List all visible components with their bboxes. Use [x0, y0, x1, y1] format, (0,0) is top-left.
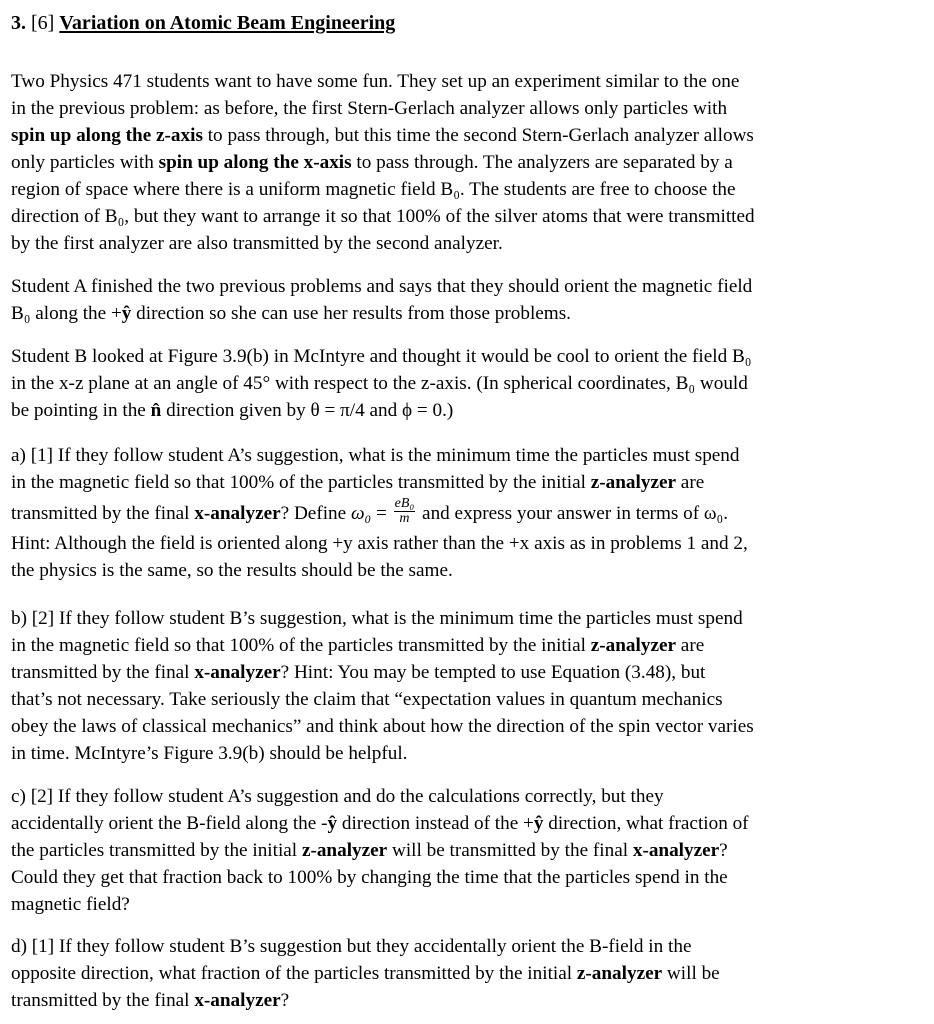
text-line: magnetic field?	[11, 894, 130, 915]
y-hat-symbol: ŷ	[121, 303, 132, 324]
problem-title: Variation on Atomic Beam Engineering	[59, 12, 396, 34]
text-run: accidentally orient the B-field along the -	[11, 813, 328, 834]
bold-text: x-analyzer	[632, 840, 720, 861]
text-run: are	[676, 472, 705, 493]
text-line: by the first analyzer are also transmitted by the second analyzer.	[11, 233, 503, 254]
text-run: direction so she can use her results from those problems.	[131, 303, 571, 324]
problem-heading	[11, 9, 395, 37]
text-line	[11, 470, 926, 497]
text-line: direction of B₀, but they want to arrange it so that 100% of the silver atoms that were transmitted	[11, 206, 755, 227]
text-line	[11, 633, 926, 660]
bold-text: x-analyzer	[194, 662, 281, 683]
text-run: direction instead of the +	[337, 813, 534, 834]
text-run: be pointing in the	[11, 400, 151, 421]
text-run: direction, what fraction of	[543, 813, 749, 834]
text-run: transmitted by the final	[11, 662, 195, 683]
part-c-question	[11, 784, 926, 919]
text-line	[11, 961, 926, 988]
text-run: and express your answer in terms of ω₀.	[417, 503, 729, 524]
text-run: ? Hint: You may be tempted to use Equation (3.48), but	[280, 662, 706, 683]
text-line: a) [1] If they follow student A’s suggestion, what is the minimum time the particles must spend	[11, 445, 740, 466]
text-line: obey the laws of classical mechanics” and think about how the direction of the spin vector varies	[11, 716, 754, 737]
text-run: only particles with	[11, 152, 159, 173]
text-run: in the magnetic field so that 100% of the particles transmitted by the initial	[11, 635, 591, 656]
bold-text: spin up along the z-axis	[11, 125, 203, 146]
text-run: to pass through. The analyzers are separated by a	[351, 152, 733, 173]
text-line: the physics is the same, so the results should be the same.	[11, 560, 453, 581]
text-run: are	[676, 635, 705, 656]
text-run: in the magnetic field so that 100% of the particles transmitted by the initial	[11, 472, 591, 493]
fraction-eB0-over-m	[394, 497, 416, 526]
problem-points: [6]	[31, 12, 55, 34]
text-line	[11, 150, 926, 177]
text-run: opposite direction, what fraction of the particles transmitted by the initial	[11, 963, 577, 984]
text-line: in the x-z plane at an angle of 45° with respect to the z-axis. (In spherical coordinates, B₀ would	[11, 373, 748, 394]
text-run: transmitted by the final	[11, 503, 195, 524]
text-line: in the previous problem: as before, the first Stern-Gerlach analyzer allows only particles with	[11, 98, 728, 119]
part-d-question	[11, 934, 926, 1015]
bold-text: spin up along the x-axis	[158, 152, 352, 173]
text-line: in time. McIntyre’s Figure 3.9(b) should be helpful.	[11, 743, 408, 764]
text-line: Hint: Although the field is oriented along +y axis rather than the +x axis as in problems 1 and 2,	[11, 533, 748, 554]
text-run: the particles transmitted by the initial	[11, 840, 302, 861]
text-line	[11, 811, 926, 838]
text-run: ?	[719, 840, 728, 861]
text-run: B₀ along the +	[11, 303, 122, 324]
y-hat-symbol: ŷ	[327, 813, 338, 834]
text-line	[11, 660, 926, 687]
text-run: ?	[280, 990, 290, 1011]
bold-text: z-analyzer	[590, 635, 676, 656]
text-line	[11, 838, 926, 865]
student-b-paragraph	[11, 344, 926, 425]
text-run: will be transmitted by the final	[387, 840, 633, 861]
text-run: ? Define	[280, 503, 351, 524]
omega-symbol: ω₀	[350, 503, 372, 524]
text-line: region of space where there is a uniform magnetic field B₀. The students are free to choose the	[11, 179, 736, 200]
text-run: transmitted by the final	[11, 990, 195, 1011]
text-line	[11, 497, 926, 531]
text-line	[11, 123, 926, 150]
text-line: Could they get that fraction back to 100% by changing the time that the particles spend in the	[11, 867, 728, 888]
problem-number: 3.	[11, 12, 26, 34]
text-line: Student A finished the two previous problems and says that they should orient the magnetic field	[11, 276, 753, 297]
student-a-paragraph	[11, 274, 926, 328]
bold-text: z-analyzer	[590, 472, 676, 493]
text-line: b) [2] If they follow student B’s suggestion, what is the minimum time the particles must spend	[11, 608, 743, 629]
bold-text: x-analyzer	[194, 503, 281, 524]
text-line	[11, 988, 926, 1015]
text-line: Two Physics 471 students want to have some fun. They set up an experiment similar to the one	[11, 71, 740, 92]
text-line: that’s not necessary. Take seriously the claim that “expectation values in quantum mechanics	[11, 689, 723, 710]
text-line: d) [1] If they follow student B’s suggestion but they accidentally orient the B-field in the	[11, 936, 692, 957]
part-a-question	[11, 443, 926, 585]
part-b-question	[11, 606, 926, 768]
bold-text: x-analyzer	[194, 990, 281, 1011]
text-run: will be	[662, 963, 720, 984]
text-line: c) [2] If they follow student A’s suggestion and do the calculations correctly, but they	[11, 786, 664, 807]
intro-paragraph	[11, 69, 926, 258]
text-run: direction given by θ = π/4 and ϕ = 0.)	[161, 400, 454, 421]
y-hat-symbol: ŷ	[533, 813, 544, 834]
fraction-denominator: m	[399, 511, 410, 527]
text-line	[11, 398, 926, 425]
text-line	[11, 301, 926, 328]
text-run: to pass through, but this time the second Stern-Gerlach analyzer allows	[202, 125, 754, 146]
bold-text: z-analyzer	[576, 963, 663, 984]
text-line: Student B looked at Figure 3.9(b) in McIntyre and thought it would be cool to orient the field B₀	[11, 346, 752, 367]
fraction-numerator: eB₀	[394, 496, 415, 512]
n-hat-symbol: n̂	[150, 400, 162, 421]
bold-text: z-analyzer	[301, 840, 388, 861]
equals-sign: =	[371, 503, 392, 524]
